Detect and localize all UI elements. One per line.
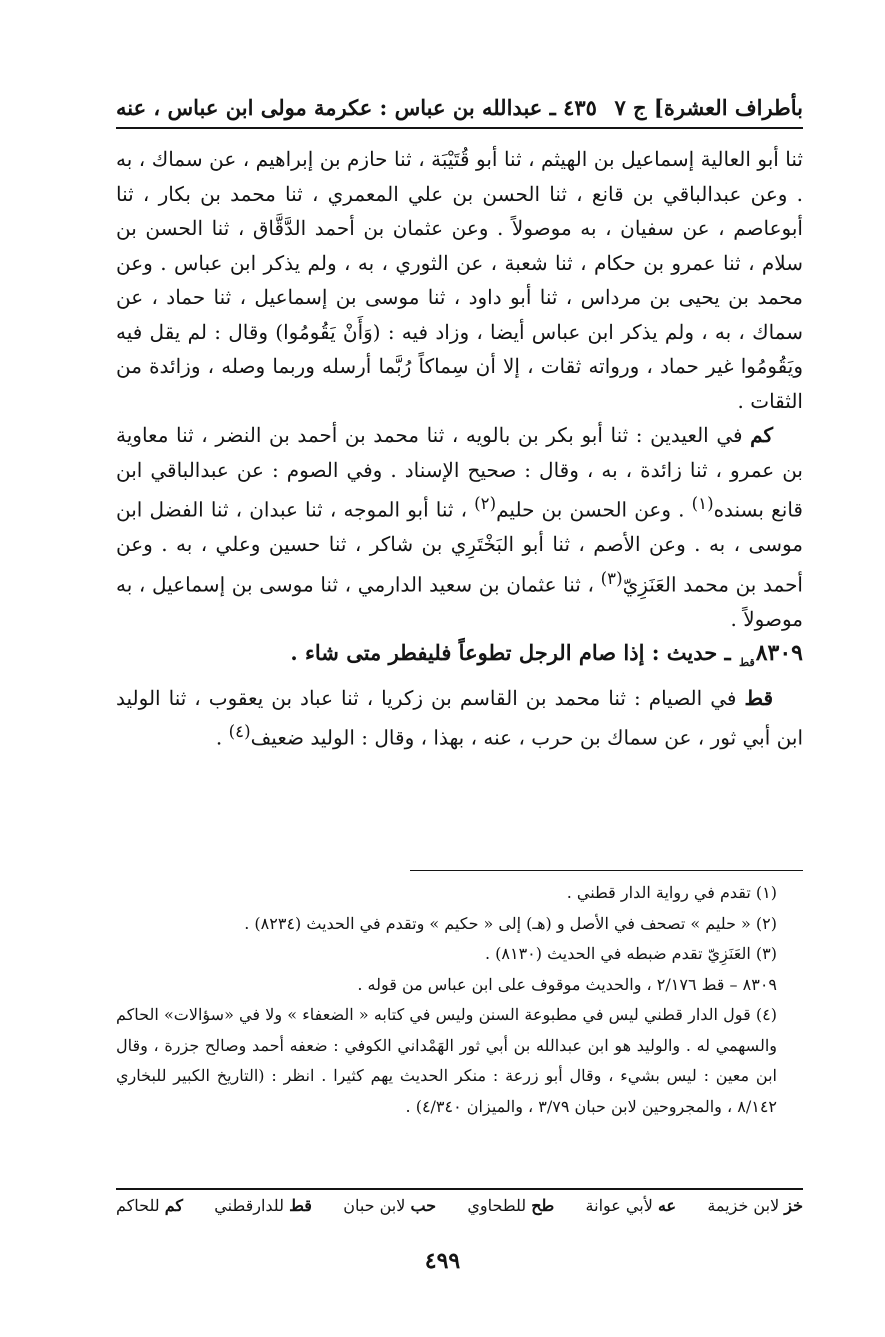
footnote-rule <box>410 870 803 871</box>
abbreviation-name: لأبي عوانة <box>585 1196 653 1215</box>
paragraph <box>116 681 803 756</box>
abbreviation <box>467 1196 554 1215</box>
paragraph: ثنا أبو العالية إسماعيل بن الهيثم ، ثنا أبو قُتَيْبَة ، ثنا حازم بن إبراهيم ، عن سماك ، به . وعن عبدالباقي بن قانع ، ثنا الحسن بن علي المعمري ، ثنا محمد بن بكار ، ثنا أبوعاصم ، عن سفيان ، به موصولاً . وعن عثمان بن أحمد الدَّقَّاق ، ثنا الحسن بن سلام ، ثنا عمرو بن حكام ، ثنا شعبة ، عن الثوري ، به ، ولم يذكر ابن عباس . وعن محمد بن يحيى بن مرداس ، ثنا أبو داود ، ثنا موسى بن إسماعيل ، ثنا حماد ، عن سماك ، به ، ولم يذكر ابن عباس أيضا ، وزاد فيه : (وَأَنْ يَقُومُوا) وقال : لم يقل فيه ويَقُومُوا غير حماد ، ورواته ثقات ، إلا أن سِماكاً رُبَّما أرسله وربما وصله ، وزائدة من الثقات . <box>116 147 803 413</box>
abbreviation-code: قط <box>289 1196 312 1215</box>
abbreviation <box>116 1196 183 1215</box>
paragraph-text: ، ثنا أبو الموجه ، ثنا عبدان ، ثنا الفضل ابن موسى ، به . وعن الأصم ، ثنا أبو البَخْتَرِي بن شاكر ، ثنا حسين وعلي ، به . وعن أحمد بن محمد العَنَزِيّ <box>116 497 803 597</box>
abbreviation-key <box>116 1196 803 1215</box>
hadith-source-marker: قط <box>739 656 755 670</box>
abbreviation-name: للدارقطني <box>214 1196 284 1215</box>
footnote: (٤) قول الدار قطني ليس في مطبوعة السنن وليس في كتابه « الضعفاء » ولا في «سؤالات» الحاكم والسهمي له . والوليد هو ابن عبدالله بن أبي ثور الهَمْداني الكوفي : ضعفه أحمد وصالح جزرة ، وقال ابن معين : ليس بشيء ، وقال أبو زرعة : منكر الحديث يهم كثيرا . انظر : (التاريخ الكبير للبخاري ٨/١٤٢ ، والمجروحين لابن حبان ٣/٧٩ ، والميزان ٤/٣٤٠) . <box>116 1005 778 1116</box>
abbreviation-name: للحاكم <box>116 1196 160 1215</box>
footnote-ref[interactable]: (٤) <box>228 722 251 742</box>
page-number: ٤٩٩ <box>424 1248 461 1274</box>
abbreviation <box>214 1196 312 1215</box>
footnote: (٢) « حليم » تصحف في الأصل و (هـ) إلى « حكيم » وتقدم في الحديث (٨٢٣٤) . <box>244 913 777 933</box>
paragraph-text: . <box>215 725 229 750</box>
header-rule <box>116 127 803 129</box>
paragraph-text: في العيدين : ثنا أبو بكر بن بالويه ، ثنا محمد بن أحمد بن النضر ، ثنا معاوية بن عمرو ، ثنا زائدة ، به ، وقال : صحيح الإسناد . وفي الصوم : عن عبدالباقي ابن قانع بسنده <box>116 423 803 522</box>
footnotes <box>116 878 803 1122</box>
abbreviation-code: عه <box>657 1196 677 1215</box>
paragraph <box>116 418 803 636</box>
abbreviation-code: حب <box>410 1196 437 1215</box>
abbreviation <box>343 1196 436 1215</box>
paragraph-text: ، ثنا عثمان بن سعيد الدارمي ، ثنا موسى بن إسماعيل ، به موصولاً . <box>116 572 803 631</box>
paragraph-text: في الصيام : ثنا محمد بن القاسم بن زكريا ، ثنا عباد بن يعقوب ، ثنا الوليد ابن أبي ثور ، عن سماك بن حرب ، عنه ، بهذا ، وقال : الوليد ضعيف <box>116 685 803 750</box>
footnote: (٣) العَنَزِيّ تقدم ضبطه في الحديث (٨١٣٠) . <box>484 944 777 963</box>
hadith-title: ـ حديث : إذا صام الرجل تطوعاً فليفطر متى شاء . <box>290 640 739 666</box>
footnote: (١) تقدم في رواية الدار قطني . <box>566 883 777 902</box>
footnote: ٨٣٠٩ – قط ٢/١٧٦ ، والحديث موقوف على ابن عباس من قوله . <box>357 974 777 994</box>
abbreviation-code: خز <box>784 1196 803 1215</box>
source-abbr: كم <box>750 423 773 447</box>
footnote-ref[interactable]: (٢) <box>474 494 497 513</box>
header-chapter: ٤٣٥ ـ عبدالله بن عباس : عكرمة مولى ابن عباس ، عنه <box>116 95 597 120</box>
abbreviation-rule <box>116 1188 803 1190</box>
hadith-number: ٨٣٠٩ <box>755 640 803 667</box>
hadith-heading <box>116 636 803 681</box>
source-abbr: قط <box>744 685 773 710</box>
running-header <box>116 84 803 120</box>
footnote-ref[interactable]: (٣) <box>600 568 623 588</box>
paragraph-text: . وعن الحسن بن حليم <box>496 497 692 522</box>
abbreviation-name: لابن حبان <box>343 1196 406 1215</box>
footnote-ref[interactable]: (١) <box>691 494 714 513</box>
abbreviation-name: لابن خزيمة <box>707 1196 780 1215</box>
abbreviation-code: كم <box>164 1196 183 1215</box>
main-text <box>116 142 803 755</box>
abbreviation <box>707 1196 803 1215</box>
abbreviation-code: طح <box>531 1196 555 1215</box>
abbreviation-name: للطحاوي <box>467 1196 527 1215</box>
abbreviation <box>586 1196 677 1215</box>
header-volume: بأطراف العشرة] ج ٧ <box>614 95 803 120</box>
